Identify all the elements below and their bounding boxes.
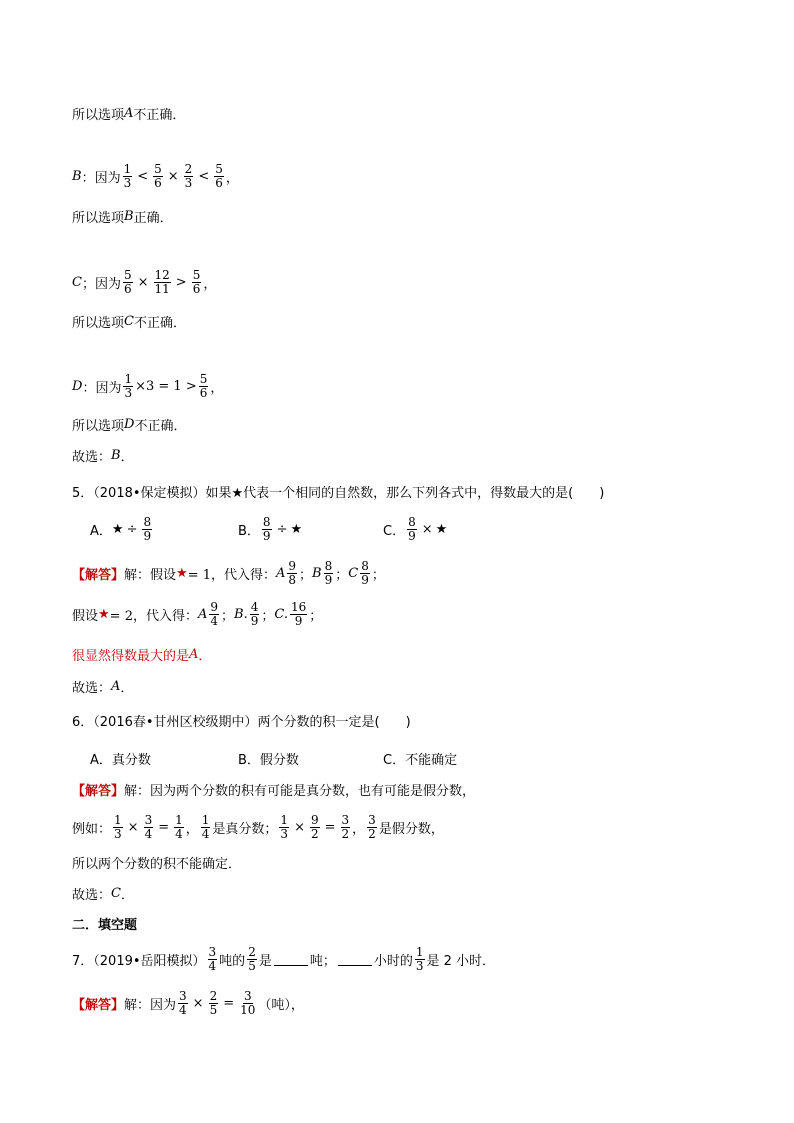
operator: ÷ xyxy=(126,522,138,537)
option-letter: D xyxy=(124,417,135,432)
fraction: $\frac{8}{9}$ xyxy=(143,515,152,543)
text: ； xyxy=(299,568,313,583)
option-5b xyxy=(238,516,302,543)
text: 所以选项 xyxy=(72,211,125,226)
fraction: $\frac{12}{11}$ xyxy=(154,268,170,296)
text: ； xyxy=(261,609,275,624)
conclusion-d-line xyxy=(72,415,186,434)
text: 吨； xyxy=(309,954,336,969)
option-letter: A xyxy=(124,106,134,121)
text: ； xyxy=(335,568,349,583)
fraction: $\frac{8}{9}$ xyxy=(408,515,416,543)
operator: ÷ xyxy=(276,522,288,537)
fraction: $\frac{3}{2}$ xyxy=(341,813,350,841)
text: = 1，代入得： xyxy=(187,568,276,583)
text: ； xyxy=(309,609,323,624)
text: ． xyxy=(120,450,134,465)
answer-7-line-1 xyxy=(72,990,304,1017)
answer-6-line-1 xyxy=(72,780,475,799)
question-7 xyxy=(72,946,495,973)
option-d-analysis xyxy=(72,373,223,400)
text: ；因为 xyxy=(81,277,121,292)
option-letter: A xyxy=(189,647,199,662)
text: ， xyxy=(225,171,239,186)
question-6 xyxy=(72,711,411,730)
text: 是真分数； xyxy=(212,822,278,837)
operator: × xyxy=(137,275,149,290)
text: 7．（2019•岳阳模拟） xyxy=(72,954,206,969)
math-expression: ×3 = 1 > xyxy=(135,379,197,394)
option-letter: A xyxy=(197,607,208,622)
star-icon: ★ xyxy=(435,522,448,537)
fraction: $\frac{8}{9}$ xyxy=(324,559,333,587)
fraction: $\frac{4}{9}$ xyxy=(250,600,259,628)
fraction: $\frac{9}{2}$ xyxy=(310,813,319,841)
question-text: 6．（2016春•甘州区校级期中）两个分数的积一定是( ) xyxy=(72,715,411,730)
option-letter: A xyxy=(111,679,121,694)
option-letter: C xyxy=(348,566,359,581)
answer-5-line-1 xyxy=(72,560,385,587)
answer-5-line-2 xyxy=(72,601,322,628)
conclusion-c-line xyxy=(72,312,186,331)
fraction: $\frac{3}{4}$ xyxy=(179,989,187,1017)
option-letter: A xyxy=(275,566,286,581)
fraction: $\frac{5}{6}$ xyxy=(123,268,132,296)
answer-5-line-4 xyxy=(72,677,133,696)
option-6a xyxy=(90,749,151,768)
text: ：因为 xyxy=(81,171,121,186)
option-letter: C xyxy=(72,275,82,290)
text: 解：假设 xyxy=(124,568,177,583)
answer-6-line-4 xyxy=(72,884,134,903)
option-letter: B xyxy=(312,566,322,581)
answer-6-line-2 xyxy=(72,814,444,841)
text: 例如： xyxy=(72,822,112,837)
text: ． xyxy=(198,649,212,664)
operator: < xyxy=(137,169,149,184)
operator: > xyxy=(175,275,187,290)
answer-tag: 【解答】 xyxy=(72,998,125,1013)
question-text: 5．（2018•保定模拟）如果★代表一个相同的自然数，那么下列各式中，得数最大的是( ) xyxy=(72,486,605,501)
fraction: $\frac{3}{2}$ xyxy=(368,813,376,841)
option-text: A．真分数 xyxy=(90,753,151,768)
option-text: C．不能确定 xyxy=(383,753,458,768)
fraction: $\frac{3}{10}$ xyxy=(240,989,256,1017)
text: 正确． xyxy=(133,211,173,226)
fraction: $\frac{2}{5}$ xyxy=(209,989,218,1017)
fraction: $\frac{3}{4}$ xyxy=(144,813,153,841)
text: 所以两个分数的积不能确定． xyxy=(72,857,242,872)
option-letter: B xyxy=(72,169,82,184)
fraction: $\frac{1}{4}$ xyxy=(175,813,183,841)
text: 是 2 小时． xyxy=(426,954,496,969)
option-6b xyxy=(238,749,299,768)
question-5 xyxy=(72,482,604,501)
option-text: B．假分数 xyxy=(238,753,299,768)
fraction: $\frac{5}{6}$ xyxy=(154,162,162,190)
fraction: $\frac{5}{6}$ xyxy=(199,372,208,400)
text: ； xyxy=(371,568,385,583)
text: 不正确． xyxy=(133,108,186,123)
conclusion-a-line xyxy=(72,104,185,123)
text: ， xyxy=(210,381,224,396)
operator: × xyxy=(127,820,139,835)
option-letter: B. xyxy=(234,607,248,622)
text: （吨）， xyxy=(258,998,304,1013)
fraction: $\frac{1}{3}$ xyxy=(124,372,133,400)
option-letter: C. xyxy=(274,607,288,622)
text: ． xyxy=(120,681,134,696)
option-label: B． xyxy=(238,524,260,539)
operator: = xyxy=(158,820,170,835)
fraction: $\frac{2}{3}$ xyxy=(184,162,193,190)
text: ， xyxy=(203,277,217,292)
star-icon: ★ xyxy=(176,566,188,581)
text: 故选： xyxy=(72,450,112,465)
text: ， xyxy=(352,822,366,837)
fraction: $\frac{5}{6}$ xyxy=(192,268,201,296)
option-6c xyxy=(383,749,457,768)
option-5c xyxy=(383,516,447,543)
option-label: A． xyxy=(90,524,112,539)
answer-tag: 【解答】 xyxy=(72,568,125,583)
fraction: $\frac{2}{5}$ xyxy=(248,945,256,973)
conclusion-b-line xyxy=(72,207,173,226)
fraction: $\frac{1}{3}$ xyxy=(415,945,424,973)
fraction: $\frac{1}{3}$ xyxy=(123,162,132,190)
text: 解：因为 xyxy=(124,998,177,1013)
star-icon: ★ xyxy=(98,607,110,622)
answer-tag: 【解答】 xyxy=(72,784,125,799)
operator: × xyxy=(167,169,179,184)
text: 小时的 xyxy=(373,954,413,969)
operator: < xyxy=(198,169,210,184)
answer-6-line-3 xyxy=(72,853,241,872)
option-letter: D xyxy=(72,379,83,394)
text: 很显然得数最大的是 xyxy=(72,649,190,664)
section-title: 二．填空题 xyxy=(72,918,138,933)
star-icon: ★ xyxy=(111,522,124,537)
fraction: $\frac{8}{9}$ xyxy=(262,515,271,543)
text: ， xyxy=(185,822,199,837)
answer-blank[interactable] xyxy=(274,953,308,966)
text: 是 xyxy=(258,954,272,969)
option-c-analysis xyxy=(72,269,216,296)
text: 故选： xyxy=(72,888,112,903)
option-letter: C xyxy=(124,314,134,329)
text: 不正确． xyxy=(134,419,187,434)
text: 是假分数， xyxy=(378,822,444,837)
fraction: $\frac{1}{3}$ xyxy=(280,813,289,841)
option-b-analysis xyxy=(72,163,239,190)
operator: = xyxy=(223,996,235,1011)
option-letter: B xyxy=(111,448,121,463)
text: 不正确． xyxy=(133,316,186,331)
fraction: $\frac{1}{3}$ xyxy=(114,813,122,841)
option-label: C． xyxy=(383,524,406,539)
section-heading xyxy=(72,914,137,933)
operator: × xyxy=(294,820,305,835)
text: 假设 xyxy=(72,609,99,624)
text: 故选： xyxy=(72,681,112,696)
text: ：因为 xyxy=(82,381,122,396)
fraction: $\frac{9}{8}$ xyxy=(288,559,297,587)
option-letter: C xyxy=(111,886,121,901)
star-icon: ★ xyxy=(290,522,303,537)
text: 吨的 xyxy=(219,954,246,969)
answer-line-4 xyxy=(72,446,134,465)
text: ． xyxy=(120,888,134,903)
text: 所以选项 xyxy=(72,108,125,123)
fraction: $\frac{1}{4}$ xyxy=(201,813,210,841)
text: ； xyxy=(221,609,235,624)
answer-blank[interactable] xyxy=(338,953,372,966)
text: 所以选项 xyxy=(72,419,125,434)
fraction: $\frac{5}{6}$ xyxy=(215,162,223,190)
operator: × xyxy=(192,996,204,1011)
fraction: $\frac{3}{4}$ xyxy=(208,945,217,973)
operator: × xyxy=(421,522,433,537)
fraction: $\frac{16}{9}$ xyxy=(290,600,307,628)
option-5a xyxy=(90,516,154,543)
option-letter: B xyxy=(124,209,134,224)
fraction: $\frac{8}{9}$ xyxy=(361,559,369,587)
fraction: $\frac{9}{4}$ xyxy=(210,600,218,628)
operator: = xyxy=(324,820,336,835)
text: 所以选项 xyxy=(72,316,125,331)
text: 解：因为两个分数的积有可能是真分数，也有可能是假分数， xyxy=(124,784,476,799)
answer-5-line-3 xyxy=(72,645,211,664)
text: = 2，代入得： xyxy=(109,609,198,624)
